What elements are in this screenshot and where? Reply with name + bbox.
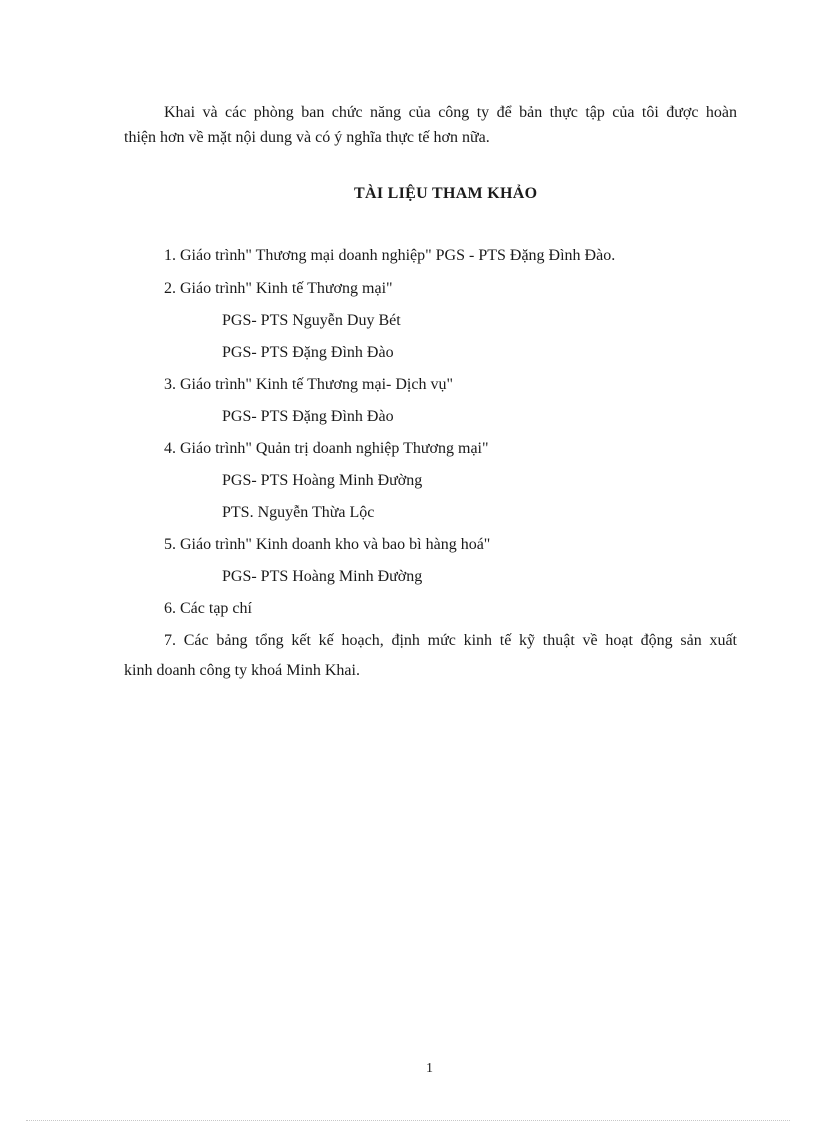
reference-item-6: 6. Các tạp chí	[164, 600, 252, 617]
reference-author: PGS- PTS Nguyễn Duy Bét	[222, 312, 401, 329]
references-title: TÀI LIỆU THAM KHẢO	[354, 185, 538, 202]
reference-author: PGS- PTS Đặng Đình Đào	[222, 344, 394, 361]
page-bottom-divider	[26, 1120, 790, 1121]
page-number: 1	[426, 1061, 433, 1076]
reference-author: PGS- PTS Đặng Đình Đào	[222, 408, 394, 425]
reference-item-3: 3. Giáo trình" Kinh tế Thương mại- Dịch vụ"	[164, 376, 453, 393]
reference-item-7-continued: kinh doanh công ty khoá Minh Khai.	[124, 662, 360, 679]
reference-item-7: 7. Các bảng tổng kết kế hoạch, định mức kinh tế kỹ thuật về hoạt động sản xuất	[164, 632, 737, 649]
reference-author: PGS- PTS Hoàng Minh Đường	[222, 568, 423, 585]
reference-item-2: 2. Giáo trình" Kinh tế Thương mại"	[164, 280, 393, 297]
reference-item-1: 1. Giáo trình" Thương mại doanh nghiệp" PGS - PTS Đặng Đình Đào.	[164, 247, 616, 264]
paragraph-line-1: Khai và các phòng ban chức năng của công ty để bản thực tập của tôi được hoàn	[164, 104, 737, 121]
paragraph-line-2: thiện hơn về mặt nội dung và có ý nghĩa thực tế hơn nữa.	[124, 129, 490, 146]
reference-item-5: 5. Giáo trình" Kinh doanh kho và bao bì hàng hoá"	[164, 536, 491, 553]
reference-author: PGS- PTS Hoàng Minh Đường	[222, 472, 423, 489]
reference-item-4: 4. Giáo trình" Quản trị doanh nghiệp Thương mại"	[164, 440, 489, 457]
reference-author: PTS. Nguyễn Thừa Lộc	[222, 504, 375, 521]
